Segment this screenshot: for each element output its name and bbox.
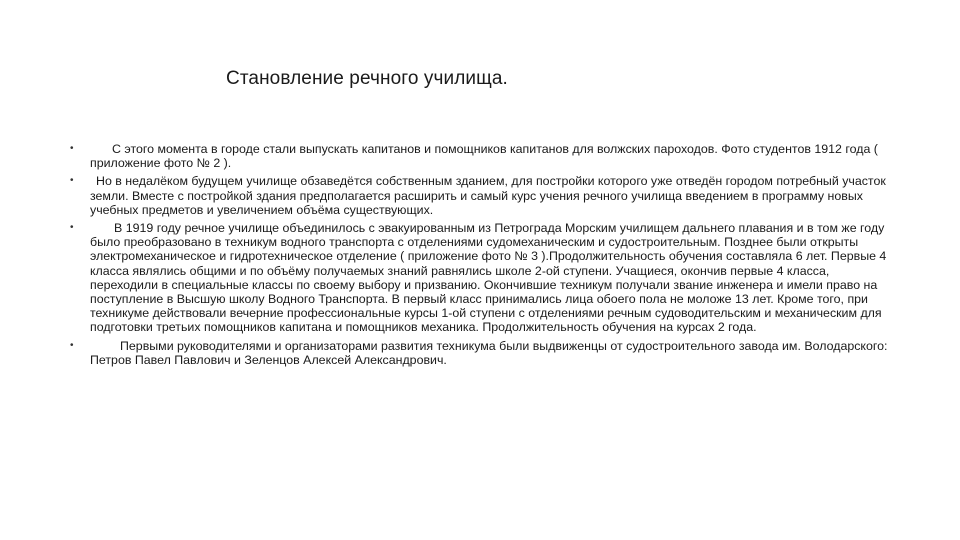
bullet-item xyxy=(70,339,890,367)
slide-title: Становление речного училища. xyxy=(226,68,508,89)
bullet-list xyxy=(70,142,890,371)
bullet-text: В 1919 году речное училище объединилось с эвакуированным из Петрограда Морским училищем дальнего плавания и в том же году было преобразовано в техникум водного транспорта с отделениями судомеханическим и судостроительным. Позднее были открыты электромеханическое и гидротехническое отделение ( приложение фото № 3 ).Продолжительность обучения составляла 6 лет. Первые 4 класса являлись общими и по объёму получаемых знаний равнялись школе 2-ой ступени. Учащиеся, окончив первые 4 класса, переходили в специальные классы по своему выбору и призванию. Окончившие техникум получали звание инженера и имели право на поступление в Высшую школу Водного Транспорта. В первый класс принимались лица обоего пола не моложе 13 лет. Кроме того, при техникуме действовали вечерние профессиональные курсы 1-ой ступени с отделениями речным судоводительским и механическим для подготовки третьих помощников капитана и помощников механика. Продолжительность обучения на курсах 2 года. xyxy=(90,221,887,335)
bullet-dot-icon: • xyxy=(70,143,74,154)
bullet-text: С этого момента в городе стали выпускать капитанов и помощников капитанов для волжских пароходов. Фото студентов 1912 года ( приложение фото № 2 ). xyxy=(90,142,878,171)
bullet-item xyxy=(70,142,890,170)
bullet-item xyxy=(70,174,890,217)
bullet-text: Первыми руководителями и организаторами развития техникума были выдвиженцы от судостроительного завода им. Володарского: Петров Павел Павлович и Зеленцов Алексей Александрович. xyxy=(90,338,888,367)
bullet-dot-icon: • xyxy=(70,222,74,234)
bullet-dot-icon: • xyxy=(70,175,74,187)
bullet-item xyxy=(70,221,890,335)
bullet-dot-icon: • xyxy=(70,339,74,351)
bullet-text: Но в недалёком будущем училище обзаведётся собственным зданием, для постройки которого уже отведён городом потребный участок земли. Вместе с постройкой здания предполагается расширить и самый курс учения речного училища введением в программу новых учебных предметов и увеличением объёма существующих. xyxy=(90,174,886,217)
